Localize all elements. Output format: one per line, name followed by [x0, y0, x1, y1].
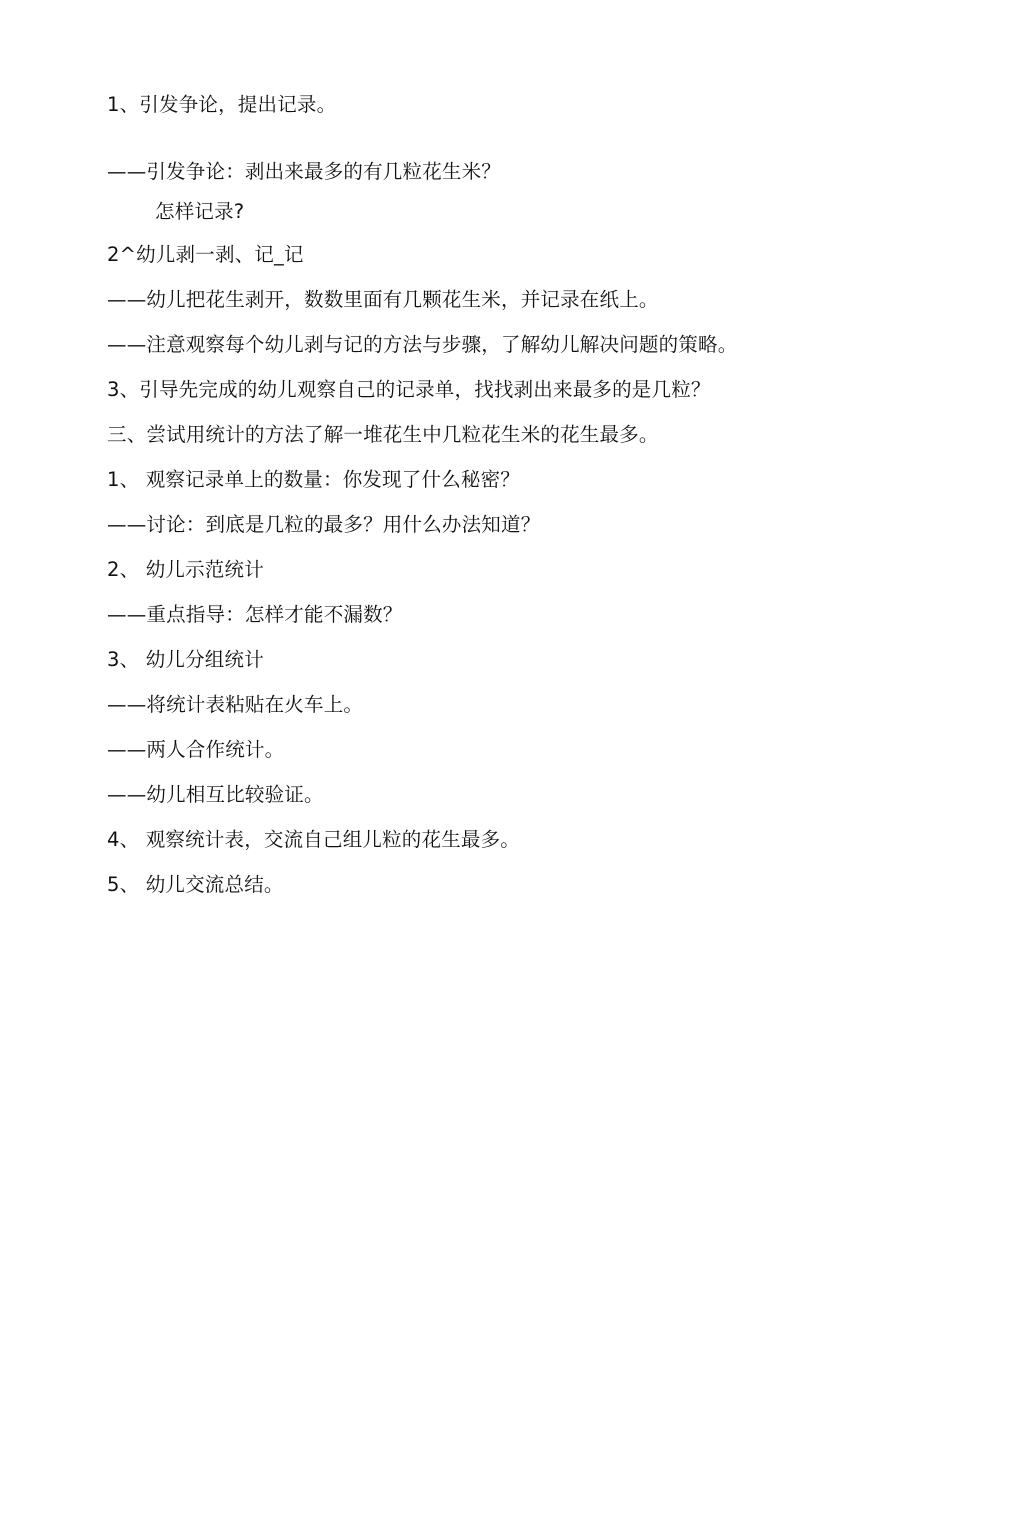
section-3-step-4: 4、 观察统计表，交流自己组儿粒的花生最多。 [107, 828, 521, 851]
step-1-record-question: 怎样记录? [155, 200, 245, 223]
section-3-heading: 三、尝试用统计的方法了解一堆花生中几粒花生米的花生最多。 [107, 423, 659, 446]
section-3-compare-verify: ——幼儿相互比较验证。 [107, 783, 324, 806]
section-3-key-guidance: ——重点指导：怎样才能不漏数？ [107, 603, 403, 626]
section-3-paste-table: ——将统计表粘贴在火车上。 [107, 693, 364, 716]
section-3-step-5: 5、 幼儿交流总结。 [107, 873, 284, 896]
step-2-peel-count: ——幼儿把花生剥开，数数里面有几颗花生米，并记录在纸上。 [107, 288, 659, 311]
step-1-heading: 1、引发争论，提出记录。 [107, 93, 337, 116]
step-3-guide: 3、引导先完成的幼儿观察自己的记录单，找找剥出来最多的是几粒？ [107, 378, 711, 401]
section-3-discussion: ——讨论：到底是几粒的最多？用什么办法知道？ [107, 513, 541, 536]
section-3-step-1: 1、 观察记录单上的数量：你发现了什么秘密？ [107, 468, 521, 491]
section-3-step-3: 3、 幼儿分组统计 [107, 648, 264, 671]
step-2-heading: 2^幼儿剥一剥、记_记 [107, 243, 304, 266]
step-1-question: ——引发争论：剥出来最多的有几粒花生米？ [107, 160, 502, 183]
section-3-pair-statistics: ——两人合作统计。 [107, 738, 285, 761]
section-3-step-2: 2、 幼儿示范统计 [107, 558, 264, 581]
step-2-observe: ——注意观察每个幼儿剥与记的方法与步骤，了解幼儿解决问题的策略。 [107, 333, 738, 356]
